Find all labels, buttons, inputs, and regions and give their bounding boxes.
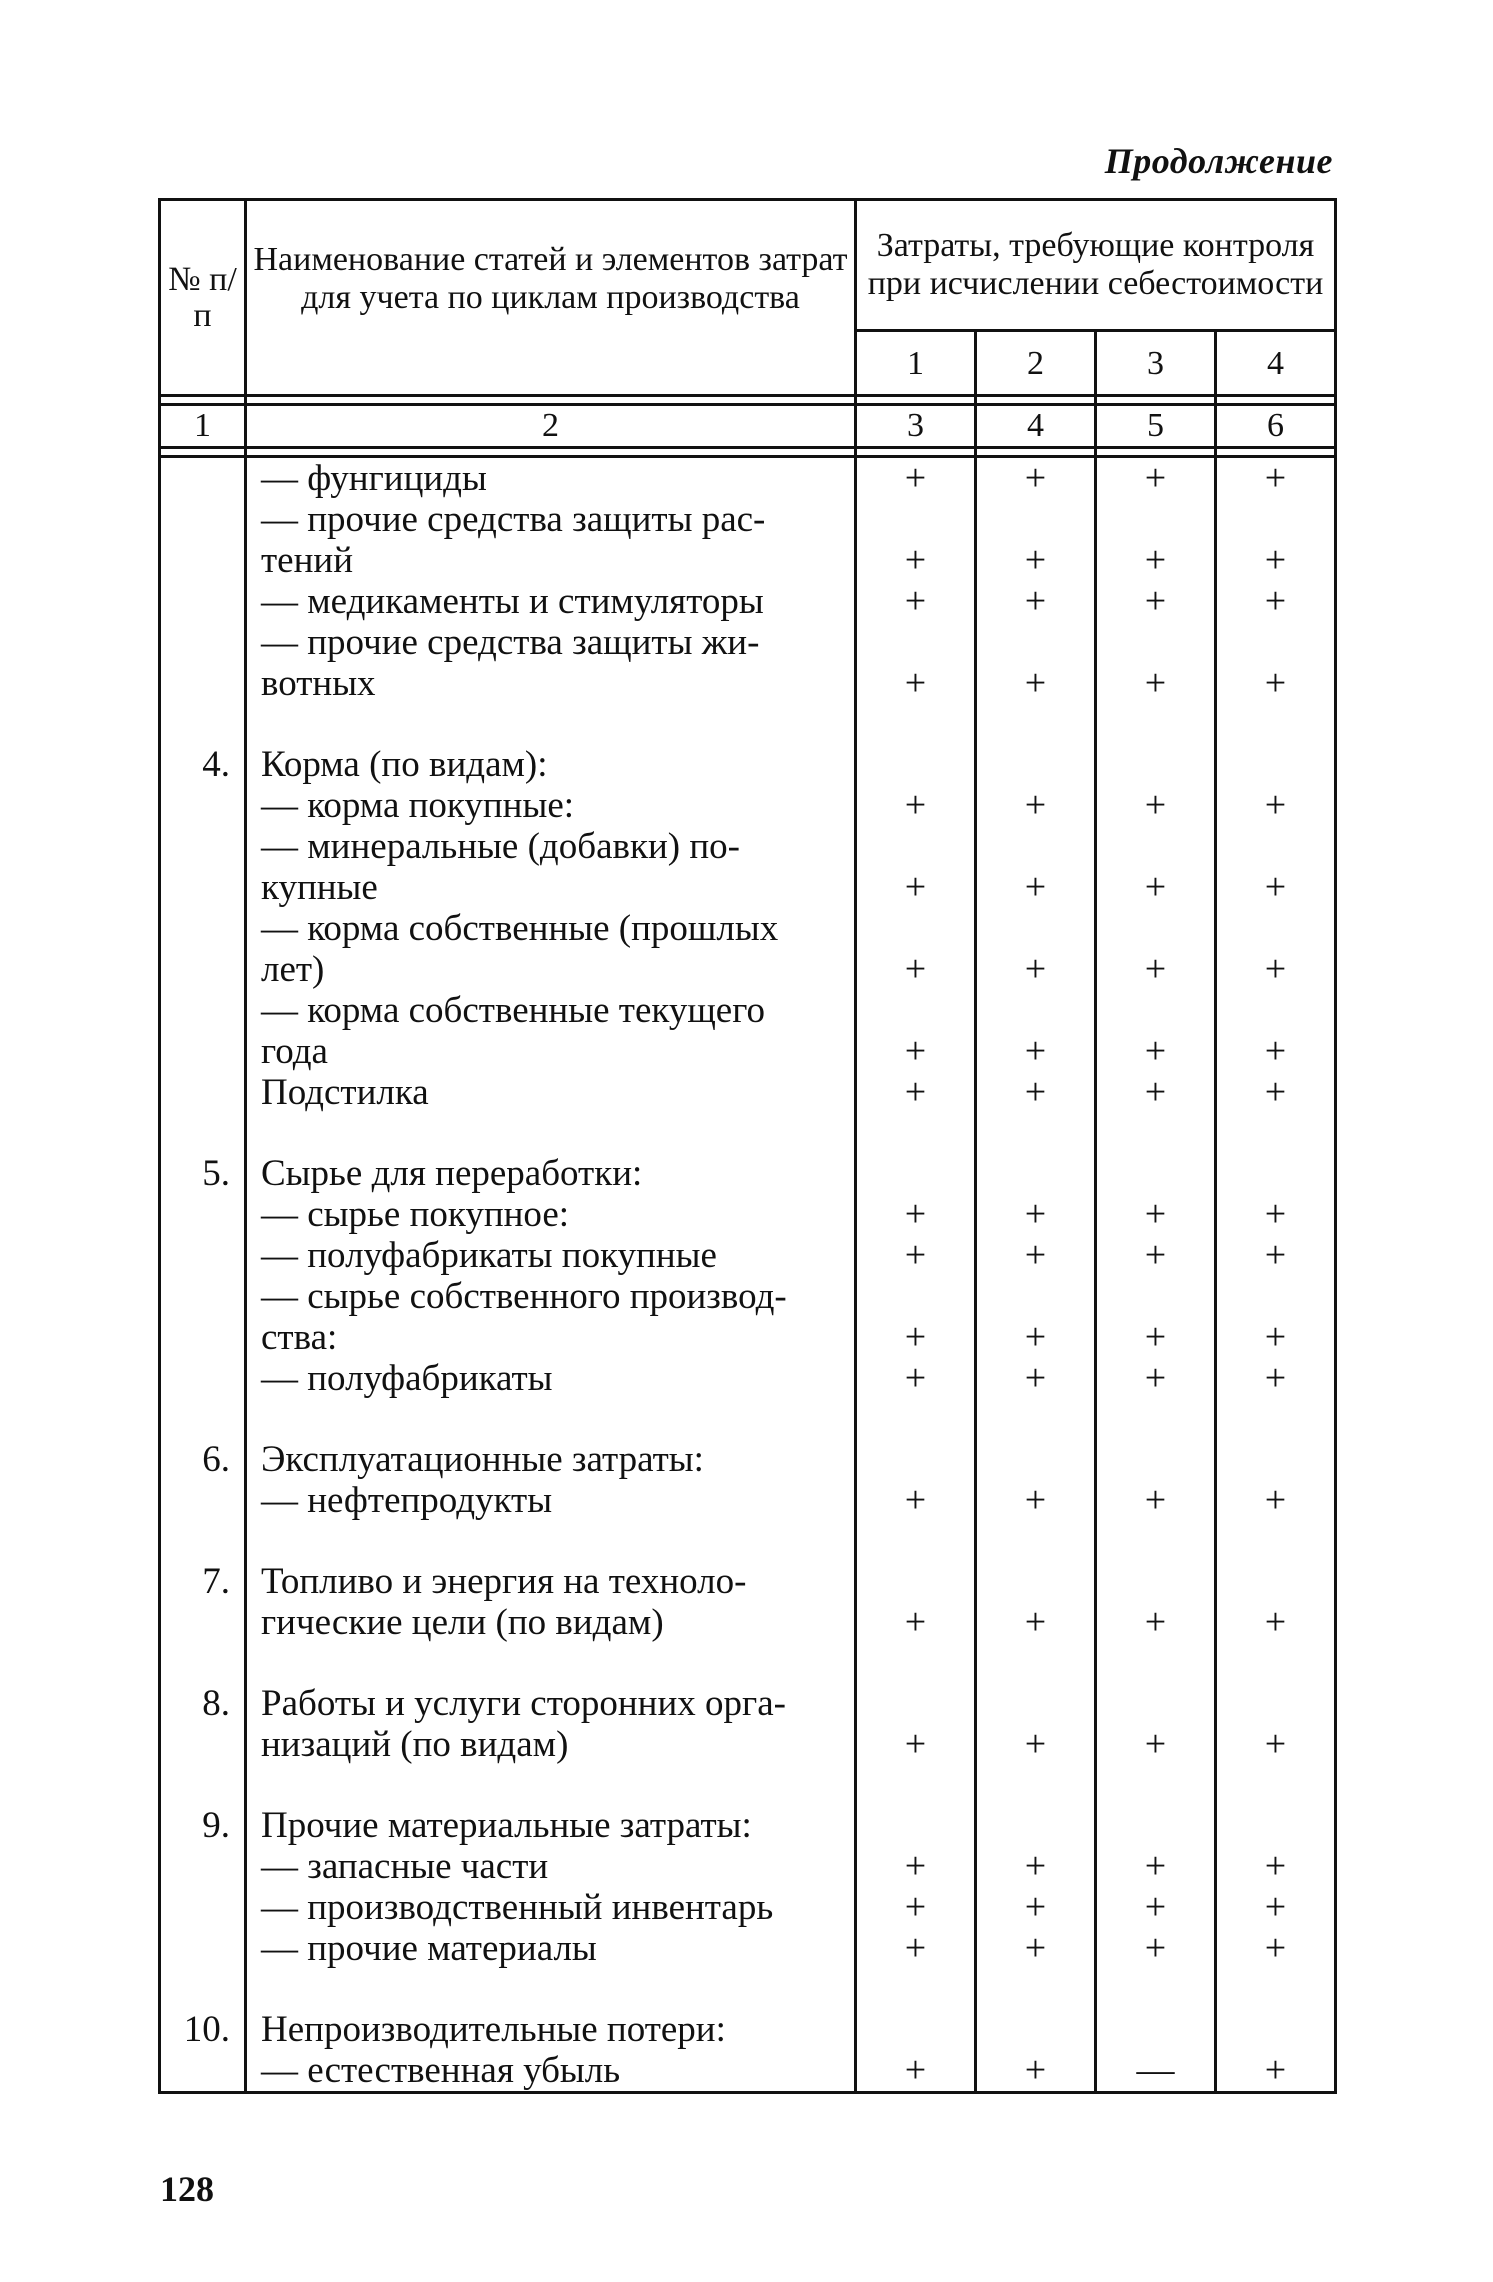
column-number-row (160, 405, 1336, 448)
mark-cell-1: + (856, 1317, 976, 1358)
row-number: 4. (160, 744, 246, 785)
row-number: 7. (160, 1561, 246, 1602)
row-number (160, 540, 246, 581)
mark-cell-1 (856, 1276, 976, 1317)
row-text: Непроизводительные потери: (246, 2009, 856, 2050)
row-number (160, 1724, 246, 1765)
mark-cell-1: + (856, 663, 976, 704)
row-number (160, 1235, 246, 1276)
mark-cell-2 (976, 1276, 1096, 1317)
col-number: 5 (1096, 405, 1216, 448)
row-number: 10. (160, 2009, 246, 2050)
mark-cell-2 (976, 826, 1096, 867)
mark-cell-1: + (856, 1602, 976, 1643)
mark-cell-3: + (1096, 1317, 1216, 1358)
table-row (160, 1153, 1336, 1194)
mark-cell-2: + (976, 581, 1096, 622)
mark-cell-1 (856, 908, 976, 949)
col-number: 2 (246, 405, 856, 448)
table-row (160, 1846, 1336, 1887)
mark-cell-3: + (1096, 1602, 1216, 1643)
mark-cell-2: + (976, 1194, 1096, 1235)
mark-cell-3 (1096, 1561, 1216, 1602)
mark-cell-3 (1096, 744, 1216, 785)
row-number (160, 1276, 246, 1317)
mark-cell-3: + (1096, 581, 1216, 622)
sub-col-4: 4 (1216, 331, 1336, 396)
row-text: низаций (по видам) (246, 1724, 856, 1765)
row-text: — прочие материалы (246, 1928, 856, 1969)
row-spacer (160, 1521, 1336, 1561)
row-text: — сырье собственного производ- (246, 1276, 856, 1317)
mark-cell-1: + (856, 1724, 976, 1765)
row-text: — запасные части (246, 1846, 856, 1887)
row-text: Корма (по видам): (246, 744, 856, 785)
mark-cell-1 (856, 1561, 976, 1602)
mark-cell-4 (1216, 1561, 1336, 1602)
mark-cell-2: + (976, 1724, 1096, 1765)
mark-cell-4 (1216, 990, 1336, 1031)
mark-cell-1: + (856, 1846, 976, 1887)
mark-cell-2 (976, 908, 1096, 949)
row-text: года (246, 1031, 856, 1072)
mark-cell-4: + (1216, 949, 1336, 990)
row-spacer (160, 1765, 1336, 1805)
mark-cell-4 (1216, 1276, 1336, 1317)
mark-cell-2: + (976, 867, 1096, 908)
mark-cell-3: + (1096, 663, 1216, 704)
table-row (160, 826, 1336, 867)
table-row (160, 1724, 1336, 1765)
table-row (160, 2050, 1336, 2093)
row-text: — естественная убыль (246, 2050, 856, 2093)
row-text: — медикаменты и стимуляторы (246, 581, 856, 622)
table-row (160, 1928, 1336, 1969)
mark-cell-4 (1216, 1439, 1336, 1480)
mark-cell-2: + (976, 1480, 1096, 1521)
row-text: тений (246, 540, 856, 581)
row-number (160, 499, 246, 540)
row-text: — полуфабрикаты покупные (246, 1235, 856, 1276)
row-number (160, 1072, 246, 1113)
mark-cell-4: + (1216, 1072, 1336, 1113)
table-row (160, 1235, 1336, 1276)
col-costs-header (856, 200, 1336, 331)
row-number: 9. (160, 1805, 246, 1846)
mark-cell-3: + (1096, 1724, 1216, 1765)
mark-cell-2: + (976, 1031, 1096, 1072)
mark-cell-4 (1216, 908, 1336, 949)
row-text: — корма покупные: (246, 785, 856, 826)
mark-cell-1: + (856, 1480, 976, 1521)
mark-cell-3: + (1096, 1194, 1216, 1235)
table-row (160, 1194, 1336, 1235)
row-number (160, 908, 246, 949)
table-row (160, 457, 1336, 500)
mark-cell-4: + (1216, 1846, 1336, 1887)
row-text: вотных (246, 663, 856, 704)
mark-cell-4 (1216, 744, 1336, 785)
table-row (160, 622, 1336, 663)
table-row (160, 1602, 1336, 1643)
mark-cell-1 (856, 1683, 976, 1724)
row-text: — производственный инвентарь (246, 1887, 856, 1928)
row-text: Эксплуатационные затраты: (246, 1439, 856, 1480)
row-number: 5. (160, 1153, 246, 1194)
mark-cell-3 (1096, 826, 1216, 867)
mark-cell-3: + (1096, 1846, 1216, 1887)
table-row (160, 540, 1336, 581)
continuation-label: Продолжение (1104, 141, 1333, 181)
table-row (160, 1317, 1336, 1358)
row-text: — полуфабрикаты (246, 1358, 856, 1399)
row-text: — прочие средства защиты жи- (246, 622, 856, 663)
mark-cell-3: + (1096, 1480, 1216, 1521)
mark-cell-4: + (1216, 1480, 1336, 1521)
row-text: гические цели (по видам) (246, 1602, 856, 1643)
row-text: Работы и услуги сторонних орга- (246, 1683, 856, 1724)
mark-cell-2: + (976, 2050, 1096, 2093)
row-number (160, 1602, 246, 1643)
sub-col-1: 1 (856, 331, 976, 396)
table-row (160, 1480, 1336, 1521)
mark-cell-4: + (1216, 581, 1336, 622)
col-number: 1 (160, 405, 246, 448)
col-num-header (160, 200, 246, 396)
mark-cell-4: + (1216, 1887, 1336, 1928)
row-number (160, 949, 246, 990)
mark-cell-2: + (976, 1846, 1096, 1887)
mark-cell-3 (1096, 908, 1216, 949)
row-text: — корма собственные (прошлых (246, 908, 856, 949)
mark-cell-1: + (856, 1887, 976, 1928)
row-number (160, 663, 246, 704)
table-row (160, 1683, 1336, 1724)
mark-cell-2 (976, 1561, 1096, 1602)
page-number: 128 (160, 2169, 214, 2209)
mark-cell-4: + (1216, 1358, 1336, 1399)
row-number (160, 2050, 246, 2093)
mark-cell-3: + (1096, 1928, 1216, 1969)
mark-cell-2 (976, 744, 1096, 785)
mark-cell-3: + (1096, 785, 1216, 826)
mark-cell-1: + (856, 867, 976, 908)
table-row (160, 949, 1336, 990)
row-number (160, 457, 246, 500)
table-row (160, 785, 1336, 826)
mark-cell-1: + (856, 1031, 976, 1072)
mark-cell-4: + (1216, 1194, 1336, 1235)
mark-cell-2 (976, 990, 1096, 1031)
mark-cell-1 (856, 622, 976, 663)
row-number (160, 785, 246, 826)
mark-cell-1: + (856, 1194, 976, 1235)
col-costs-label: Затраты, требующие контроля при исчислении себестоимости (867, 227, 1324, 302)
mark-cell-2 (976, 1683, 1096, 1724)
table-row (160, 1561, 1336, 1602)
row-text: — сырье покупное: (246, 1194, 856, 1235)
mark-cell-2: + (976, 1235, 1096, 1276)
table-row (160, 1805, 1336, 1846)
mark-cell-1: + (856, 2050, 976, 2093)
mark-cell-4: + (1216, 1031, 1336, 1072)
mark-cell-3: + (1096, 867, 1216, 908)
mark-cell-4: + (1216, 785, 1336, 826)
col-number: 3 (856, 405, 976, 448)
table-row (160, 990, 1336, 1031)
mark-cell-3: + (1096, 1072, 1216, 1113)
row-number (160, 867, 246, 908)
mark-cell-4: + (1216, 1317, 1336, 1358)
table-body (160, 457, 1336, 2093)
row-number (160, 1317, 246, 1358)
mark-cell-1: + (856, 785, 976, 826)
col-number: 6 (1216, 405, 1336, 448)
mark-cell-4 (1216, 622, 1336, 663)
mark-cell-4: + (1216, 1235, 1336, 1276)
mark-cell-1: + (856, 1928, 976, 1969)
row-text: — минеральные (добавки) по- (246, 826, 856, 867)
row-text: ства: (246, 1317, 856, 1358)
mark-cell-2: + (976, 1358, 1096, 1399)
col-name-label: Наименование статей и элементов затрат для учета по циклам производства (253, 241, 848, 316)
mark-cell-1 (856, 1439, 976, 1480)
mark-cell-4: + (1216, 663, 1336, 704)
mark-cell-3 (1096, 1153, 1216, 1194)
table-row (160, 744, 1336, 785)
row-spacer (160, 704, 1336, 744)
mark-cell-4 (1216, 1683, 1336, 1724)
row-text: купные (246, 867, 856, 908)
mark-cell-2: + (976, 663, 1096, 704)
mark-cell-2 (976, 1153, 1096, 1194)
mark-cell-3: + (1096, 949, 1216, 990)
mark-cell-2: + (976, 1317, 1096, 1358)
mark-cell-4 (1216, 2009, 1336, 2050)
row-number (160, 1480, 246, 1521)
mark-cell-1 (856, 826, 976, 867)
table-header (160, 200, 1336, 457)
row-number (160, 990, 246, 1031)
mark-cell-3: + (1096, 1031, 1216, 1072)
mark-cell-2: + (976, 457, 1096, 500)
table-row (160, 499, 1336, 540)
mark-cell-1 (856, 1805, 976, 1846)
row-number (160, 1846, 246, 1887)
mark-cell-1 (856, 990, 976, 1031)
row-text: лет) (246, 949, 856, 990)
mark-cell-3: + (1096, 1887, 1216, 1928)
mark-cell-3 (1096, 1683, 1216, 1724)
col-name-header (246, 200, 856, 396)
table-row (160, 2009, 1336, 2050)
table-row (160, 908, 1336, 949)
mark-cell-4: + (1216, 1602, 1336, 1643)
row-number (160, 581, 246, 622)
row-spacer (160, 1643, 1336, 1683)
sub-col-3: 3 (1096, 331, 1216, 396)
table-row (160, 663, 1336, 704)
mark-cell-3: + (1096, 1358, 1216, 1399)
mark-cell-3: + (1096, 457, 1216, 500)
row-number (160, 1194, 246, 1235)
mark-cell-3 (1096, 2009, 1216, 2050)
mark-cell-4: + (1216, 2050, 1336, 2093)
row-spacer (160, 1113, 1336, 1153)
mark-cell-1 (856, 2009, 976, 2050)
mark-cell-4 (1216, 1805, 1336, 1846)
row-number (160, 1928, 246, 1969)
mark-cell-4: + (1216, 867, 1336, 908)
col-num-label: № п/п (168, 260, 237, 334)
row-number (160, 1887, 246, 1928)
table-row (160, 581, 1336, 622)
row-text: Прочие материальные затраты: (246, 1805, 856, 1846)
table-row (160, 1439, 1336, 1480)
row-text: — корма собственные текущего (246, 990, 856, 1031)
mark-cell-4: + (1216, 540, 1336, 581)
mark-cell-2 (976, 499, 1096, 540)
row-text: Топливо и энергия на техноло- (246, 1561, 856, 1602)
mark-cell-4: + (1216, 1724, 1336, 1765)
mark-cell-1: + (856, 1358, 976, 1399)
mark-cell-1: + (856, 1235, 976, 1276)
table-row (160, 1031, 1336, 1072)
mark-cell-1 (856, 744, 976, 785)
mark-cell-3 (1096, 1276, 1216, 1317)
mark-cell-3 (1096, 499, 1216, 540)
col-number: 4 (976, 405, 1096, 448)
mark-cell-2: + (976, 1928, 1096, 1969)
mark-cell-2 (976, 1439, 1096, 1480)
mark-cell-2: + (976, 1887, 1096, 1928)
table-row (160, 867, 1336, 908)
mark-cell-4 (1216, 826, 1336, 867)
mark-cell-3: + (1096, 1235, 1216, 1276)
mark-cell-4: + (1216, 1928, 1336, 1969)
row-number (160, 1358, 246, 1399)
row-number (160, 826, 246, 867)
mark-cell-3: + (1096, 540, 1216, 581)
sub-col-2: 2 (976, 331, 1096, 396)
mark-cell-2 (976, 2009, 1096, 2050)
table-row (160, 1072, 1336, 1113)
row-number: 6. (160, 1439, 246, 1480)
mark-cell-1 (856, 499, 976, 540)
mark-cell-1: + (856, 1072, 976, 1113)
cost-table (158, 198, 1337, 2094)
mark-cell-2: + (976, 785, 1096, 826)
mark-cell-3 (1096, 1805, 1216, 1846)
mark-cell-1: + (856, 457, 976, 500)
mark-cell-2: + (976, 1072, 1096, 1113)
row-spacer (160, 1969, 1336, 2009)
mark-cell-3 (1096, 622, 1216, 663)
mark-cell-4 (1216, 499, 1336, 540)
table-row (160, 1358, 1336, 1399)
row-text: — прочие средства защиты рас- (246, 499, 856, 540)
mark-cell-3 (1096, 990, 1216, 1031)
row-text: — фунгициды (246, 457, 856, 500)
mark-cell-1: + (856, 540, 976, 581)
mark-cell-2 (976, 1805, 1096, 1846)
mark-cell-4: + (1216, 457, 1336, 500)
row-text: Сырье для переработки: (246, 1153, 856, 1194)
mark-cell-1: + (856, 949, 976, 990)
mark-cell-1: + (856, 581, 976, 622)
row-number (160, 1031, 246, 1072)
row-text: — нефтепродукты (246, 1480, 856, 1521)
mark-cell-2 (976, 622, 1096, 663)
table-row (160, 1887, 1336, 1928)
mark-cell-3: — (1096, 2050, 1216, 2093)
mark-cell-2: + (976, 949, 1096, 990)
mark-cell-4 (1216, 1153, 1336, 1194)
row-text: Подстилка (246, 1072, 856, 1113)
row-spacer (160, 1399, 1336, 1439)
row-number (160, 622, 246, 663)
table-row (160, 1276, 1336, 1317)
mark-cell-1 (856, 1153, 976, 1194)
mark-cell-3 (1096, 1439, 1216, 1480)
mark-cell-2: + (976, 540, 1096, 581)
row-number: 8. (160, 1683, 246, 1724)
mark-cell-2: + (976, 1602, 1096, 1643)
